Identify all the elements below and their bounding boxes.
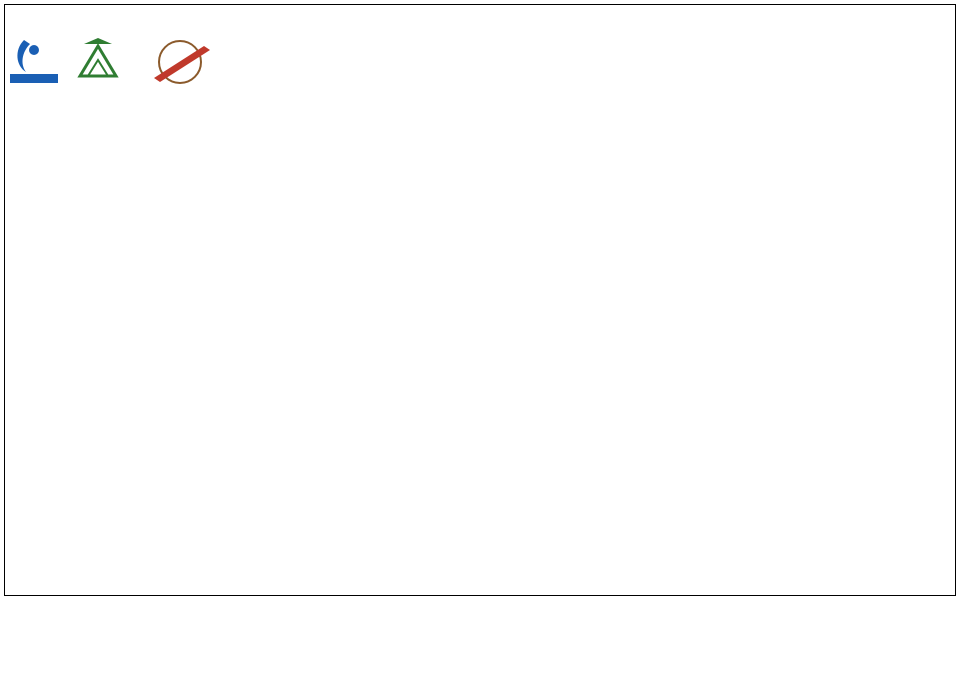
suomen-latu-logo — [10, 40, 58, 83]
score-sheet — [4, 4, 956, 596]
mantsala-seutu-logo — [80, 38, 116, 76]
aatos-aherasle-logo — [154, 41, 210, 83]
logos — [4, 36, 244, 84]
